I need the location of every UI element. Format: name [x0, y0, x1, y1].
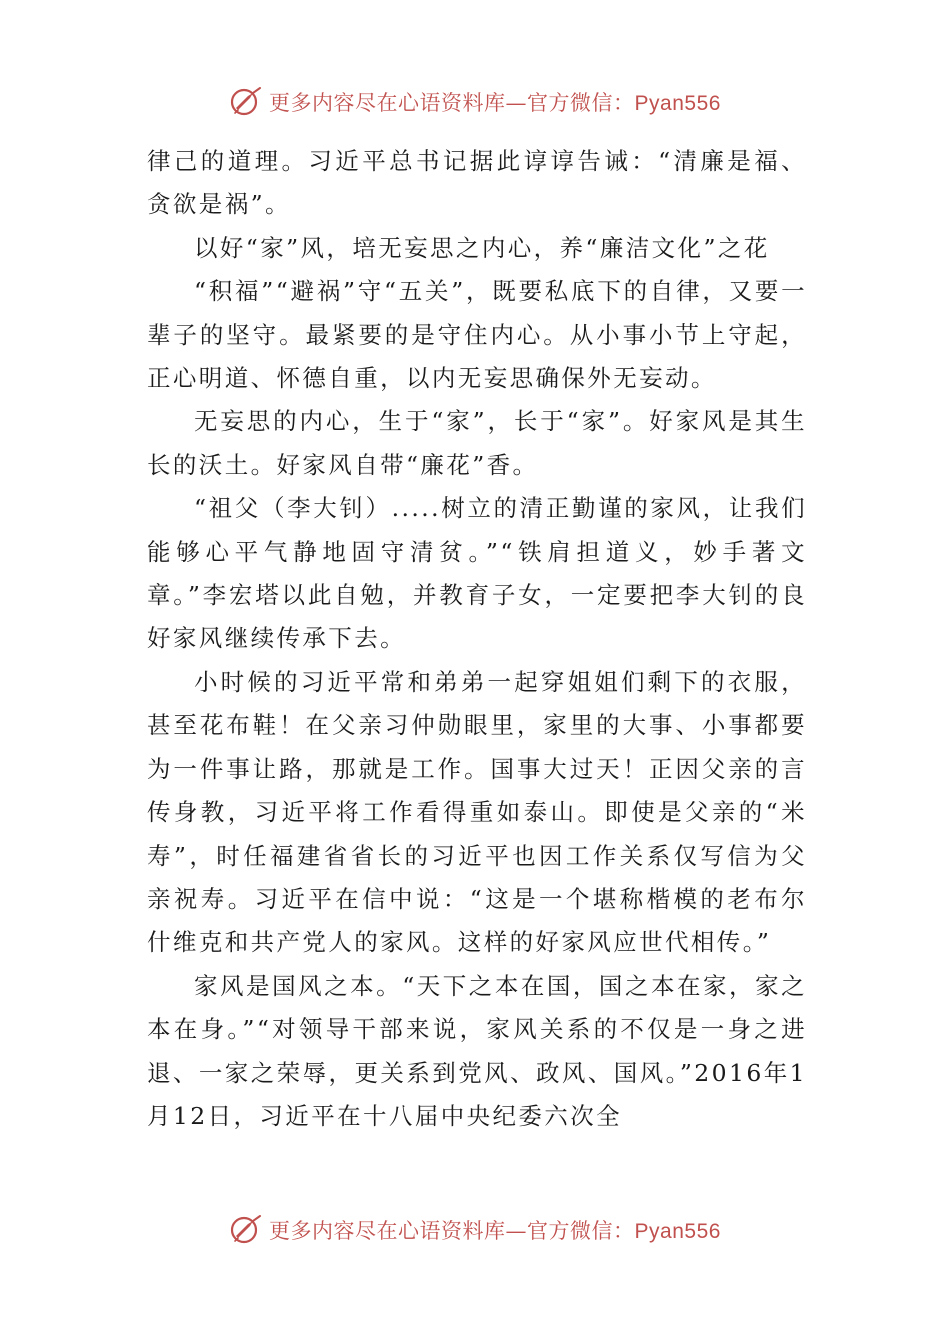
header-banner-label: 更多内容尽在心语资料库—官方微信：	[269, 91, 635, 115]
paragraph-2-heading: 以好“家”风，培无妄思之内心，养“廉洁文化”之花	[194, 233, 770, 262]
paragraph-5: “祖父（李大钊）.....树立的清正勤谨的家风，让我们能够心平气静地固守清贫。”“铁肩担道义，妙手著文章。”李宏塔以此自勉，并教育子女，一定要把李大钊的良好家风继续传承下去。	[147, 494, 807, 653]
footer-banner-text	[269, 1215, 721, 1245]
footer-banner-label: 更多内容尽在心语资料库—官方微信：	[269, 1219, 635, 1243]
header-banner	[0, 82, 950, 122]
footer-banner-wechat-id: Pyan556	[634, 1220, 721, 1243]
paragraph-6: 小时候的习近平常和弟弟一起穿姐姐们剩下的衣服，甚至花布鞋！在父亲习仲勋眼里，家里的大事、小事都要为一件事让路，那就是工作。国事大过天！正因父亲的言传身教，习近平将工作看得重如泰山。即使是父亲的“米寿”，时任福建省省长的习近平也因工作关系仅写信为父亲祝寿。习近平在信中说：“这是一个堪称楷模的老布尔什维克和共产党人的家风。这样的好家风应世代相传。”	[147, 667, 807, 957]
paragraph-7: 家风是国风之本。“天下之本在国，国之本在家，家之本在身。”“对领导干部来说，家风关系的不仅是一身之进退、一家之荣辱，更关系到党风、政风、国风。”2016年1月12日，习近平在十八届中央纪委六次全	[147, 971, 807, 1130]
pen-nib-logo-icon	[229, 85, 263, 119]
paragraph-3: “积福”“避祸”守“五关”，既要私底下的自律，又要一辈子的坚守。最紧要的是守住内心。从小事小节上守起，正心明道、怀德自重，以内无妄思确保外无妄动。	[147, 277, 807, 393]
header-banner-wechat-id: Pyan556	[634, 92, 721, 115]
header-banner-text	[269, 87, 721, 117]
pen-nib-logo-icon	[229, 1213, 263, 1247]
footer-banner	[0, 1210, 950, 1250]
paragraph-4: 无妄思的内心，生于“家”，长于“家”。好家风是其生长的沃土。好家风自带“廉花”香。	[147, 407, 807, 479]
paragraph-1: 律己的道理。习近平总书记据此谆谆告诫：“清廉是福、贪欲是祸”。	[147, 147, 807, 219]
document-body	[147, 140, 807, 1138]
